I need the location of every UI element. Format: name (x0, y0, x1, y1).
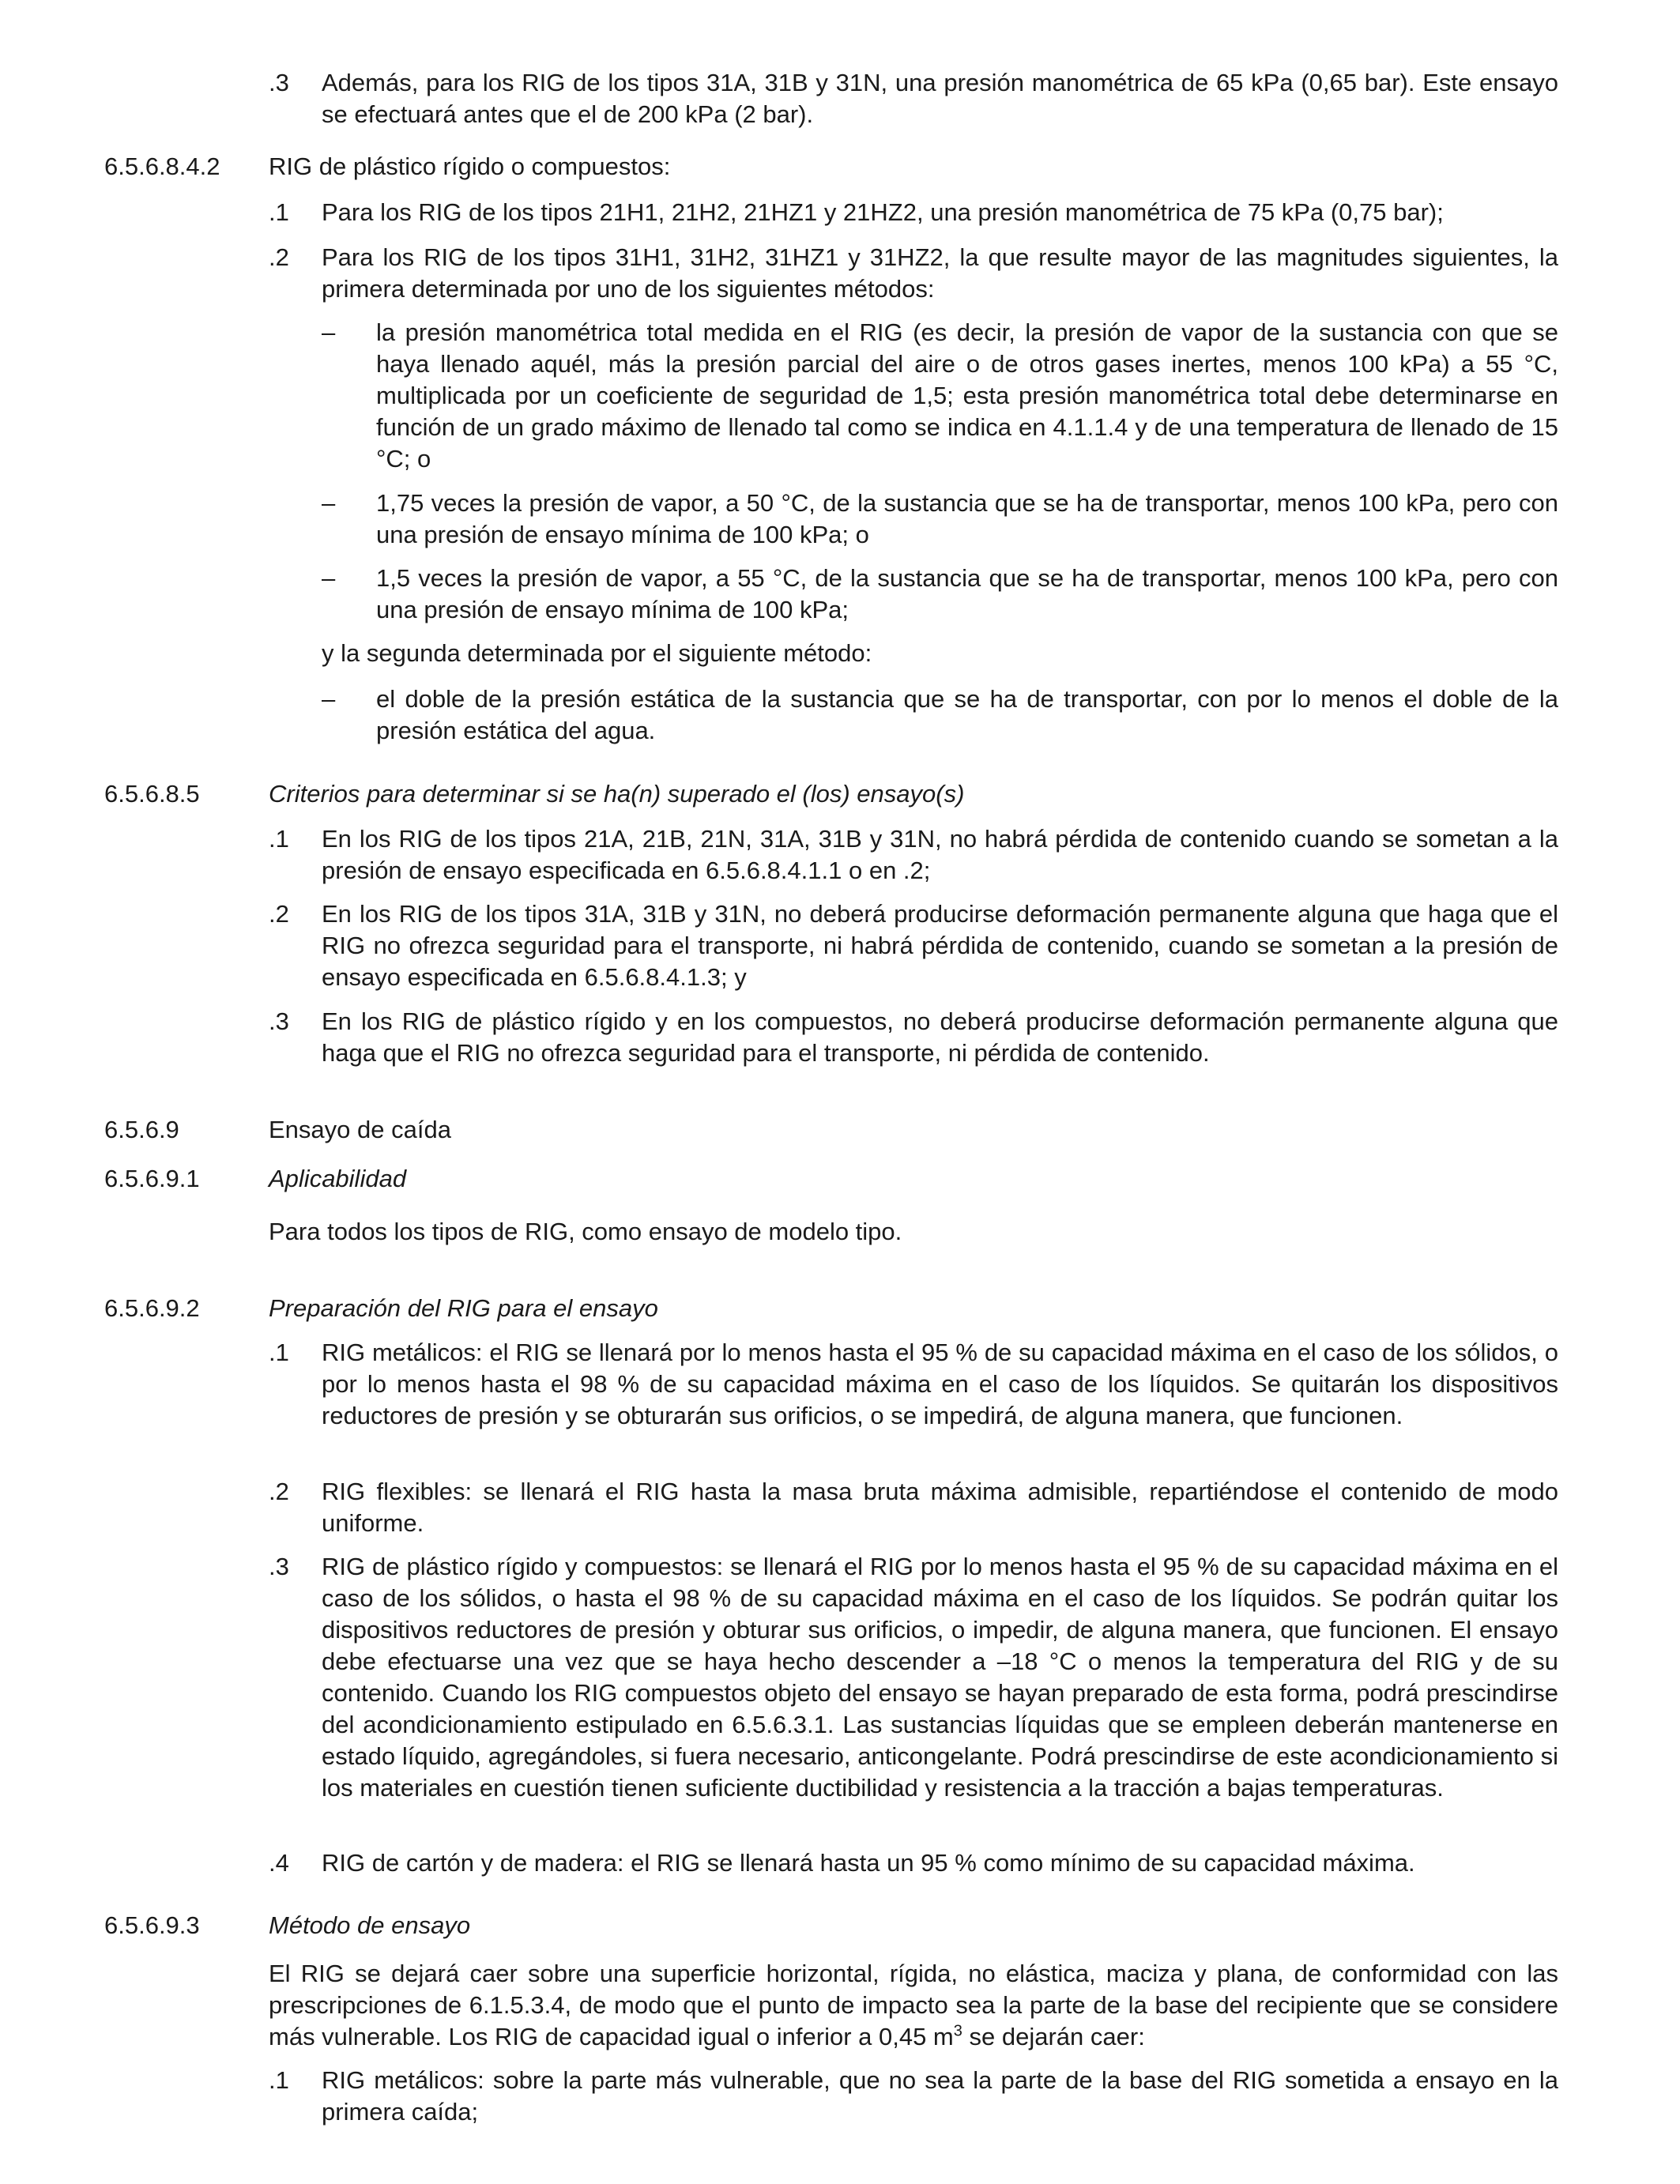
section-number: 6.5.6.9.3 (104, 1911, 200, 1939)
section-title: Método de ensayo (269, 1911, 471, 1939)
section-number: 6.5.6.9.1 (104, 1165, 200, 1192)
superscript: 3 (953, 2022, 962, 2040)
section-number: 6.5.6.8.5 (104, 780, 200, 808)
section-title: Aplicabilidad (269, 1165, 407, 1192)
item-label: .2 (269, 243, 289, 271)
item-text: RIG metálicos: el RIG se llenará por lo menos hasta el 95 % de su capacidad máxima en el caso de los sólidos, o por lo menos hasta el 98 % de su capacidad máxima en el caso de los líquidos. Se quitarán los dispositivos reductores de presión y se obturarán sus orificios, o se impedirá, de alguna manera, que funcionen. (322, 1339, 1558, 1429)
item-text: RIG de plástico rígido y compuestos: se llenará el RIG por lo menos hasta el 95 % de su capacidad máxima en el caso de los sólidos, o hasta el 98 % de su capacidad máxima en el caso de los líquidos. Se podrán quitar los dispositivos reductores de presión y obturar sus orificios, o impedir, de alguna manera, que funcionen. El ensayo debe efectuarse una vez que se haya hecho descender a –18 °C o menos la temperatura del RIG y de su contenido. Cuando los RIG compuestos objeto del ensayo se hayan preparado de esta forma, podrá prescindirse del acondicionamiento estipulado en 6.5.6.3.1. Las sustancias líquidas que se empleen deberán mantenerse en estado líquido, agregándoles, si fuera necesario, anticongelante. Podrá prescindirse de este acondicionamiento si los materiales en cuestión tienen suficiente ductibilidad y resistencia a la tracción a bajas temperaturas. (322, 1553, 1558, 1802)
item-text: RIG de cartón y de madera: el RIG se llenará hasta un 95 % como mínimo de su capacidad máxima. (322, 1849, 1415, 1877)
item-label: .3 (269, 1553, 289, 1580)
item-text: En los RIG de los tipos 21A, 21B, 21N, 31A, 31B y 31N, no habrá pérdida de contenido cuando se sometan a la presión de ensayo especificada en 6.5.6.8.4.1.1 o en .2; (322, 825, 1558, 884)
item-label: .1 (269, 825, 289, 853)
paragraph-text: se dejarán caer: (962, 2023, 1145, 2050)
item-text: En los RIG de plástico rígido y en los compuestos, no deberá producirse deformación permanente alguna que haga que el RIG no ofrezca seguridad para el transporte, ni pérdida de contenido. (322, 1007, 1558, 1067)
item-label: .3 (269, 69, 289, 96)
section-title: Criterios para determinar si se ha(n) superado el (los) ensayo(s) (269, 780, 965, 808)
item-label: .1 (269, 1339, 289, 1366)
dash-item-text: la presión manométrica total medida en el RIG (es decir, la presión de vapor de la sustancia con que se haya llenado aquél, más la presión parcial del aire o de otros gases inertes, menos 100 kPa) a 55 °C, multiplicada por un coeficiente de seguridad de 1,5; esta presión manométrica total debe determinarse en función de un grado máximo de llenado tal como se indica en 4.1.1.4 y de una temperatura de llenado de 15 °C; o (376, 318, 1558, 473)
dash-bullet: – (322, 318, 336, 346)
item-label: .3 (269, 1007, 289, 1035)
paragraph (269, 1958, 1558, 2053)
item-label: .1 (269, 2066, 289, 2094)
item-label: .2 (269, 1478, 289, 1505)
section-number: 6.5.6.9 (104, 1116, 179, 1143)
dash-item-text: el doble de la presión estática de la sustancia que se ha de transportar, con por lo menos el doble de la presión estática del agua. (376, 685, 1558, 744)
item-label: .4 (269, 1849, 289, 1877)
section-number: 6.5.6.8.4.2 (104, 153, 220, 180)
section-number: 6.5.6.9.2 (104, 1294, 200, 1322)
dash-bullet: – (322, 564, 336, 592)
section-title: RIG de plástico rígido o compuestos: (269, 153, 671, 180)
dash-bullet: – (322, 489, 336, 517)
section-title: Ensayo de caída (269, 1116, 451, 1143)
item-text: Para los RIG de los tipos 21H1, 21H2, 21HZ1 y 21HZ2, una presión manométrica de 75 kPa (0,75 bar); (322, 198, 1444, 226)
dash-item-text: 1,5 veces la presión de vapor, a 55 °C, de la sustancia que se ha de transportar, menos 100 kPa, pero con una presión de ensayo mínima de 100 kPa; (376, 564, 1558, 623)
item-text: RIG flexibles: se llenará el RIG hasta la masa bruta máxima admisible, repartiéndose el contenido de modo uniforme. (322, 1478, 1558, 1537)
section-title: Preparación del RIG para el ensayo (269, 1294, 658, 1322)
paragraph: y la segunda determinada por el siguiente método: (322, 639, 872, 667)
item-text: Para los RIG de los tipos 31H1, 31H2, 31HZ1 y 31HZ2, la que resulte mayor de las magnitudes siguientes, la primera determinada por uno de los siguientes métodos: (322, 243, 1558, 303)
paragraph-text: El RIG se dejará caer sobre una superficie horizontal, rígida, no elástica, maciza y plana, de conformidad con las prescripciones de 6.1.5.3.4, de modo que el punto de impacto sea la parte de la base del recipiente que se considere más vulnerable. Los RIG de capacidad igual o inferior a 0,45 m (269, 1960, 1558, 2050)
item-label: .1 (269, 198, 289, 226)
item-text: En los RIG de los tipos 31A, 31B y 31N, no deberá producirse deformación permanente alguna que haga que el RIG no ofrezca seguridad para el transporte, ni habrá pérdida de contenido, cuando se sometan a la presión de ensayo especificada en 6.5.6.8.4.1.3; y (322, 900, 1558, 991)
item-text: Además, para los RIG de los tipos 31A, 31B y 31N, una presión manométrica de 65 kPa (0,65 bar). Este ensayo se efectuará antes que el de 200 kPa (2 bar). (322, 69, 1558, 128)
dash-item-text: 1,75 veces la presión de vapor, a 50 °C, de la sustancia que se ha de transportar, menos 100 kPa, pero con una presión de ensayo mínima de 100 kPa; o (376, 489, 1558, 548)
item-text: RIG metálicos: sobre la parte más vulnerable, que no sea la parte de la base del RIG sometida a ensayo en la primera caída; (322, 2066, 1558, 2126)
paragraph: Para todos los tipos de RIG, como ensayo de modelo tipo. (269, 1218, 902, 1245)
item-label: .2 (269, 900, 289, 928)
dash-bullet: – (322, 685, 336, 713)
